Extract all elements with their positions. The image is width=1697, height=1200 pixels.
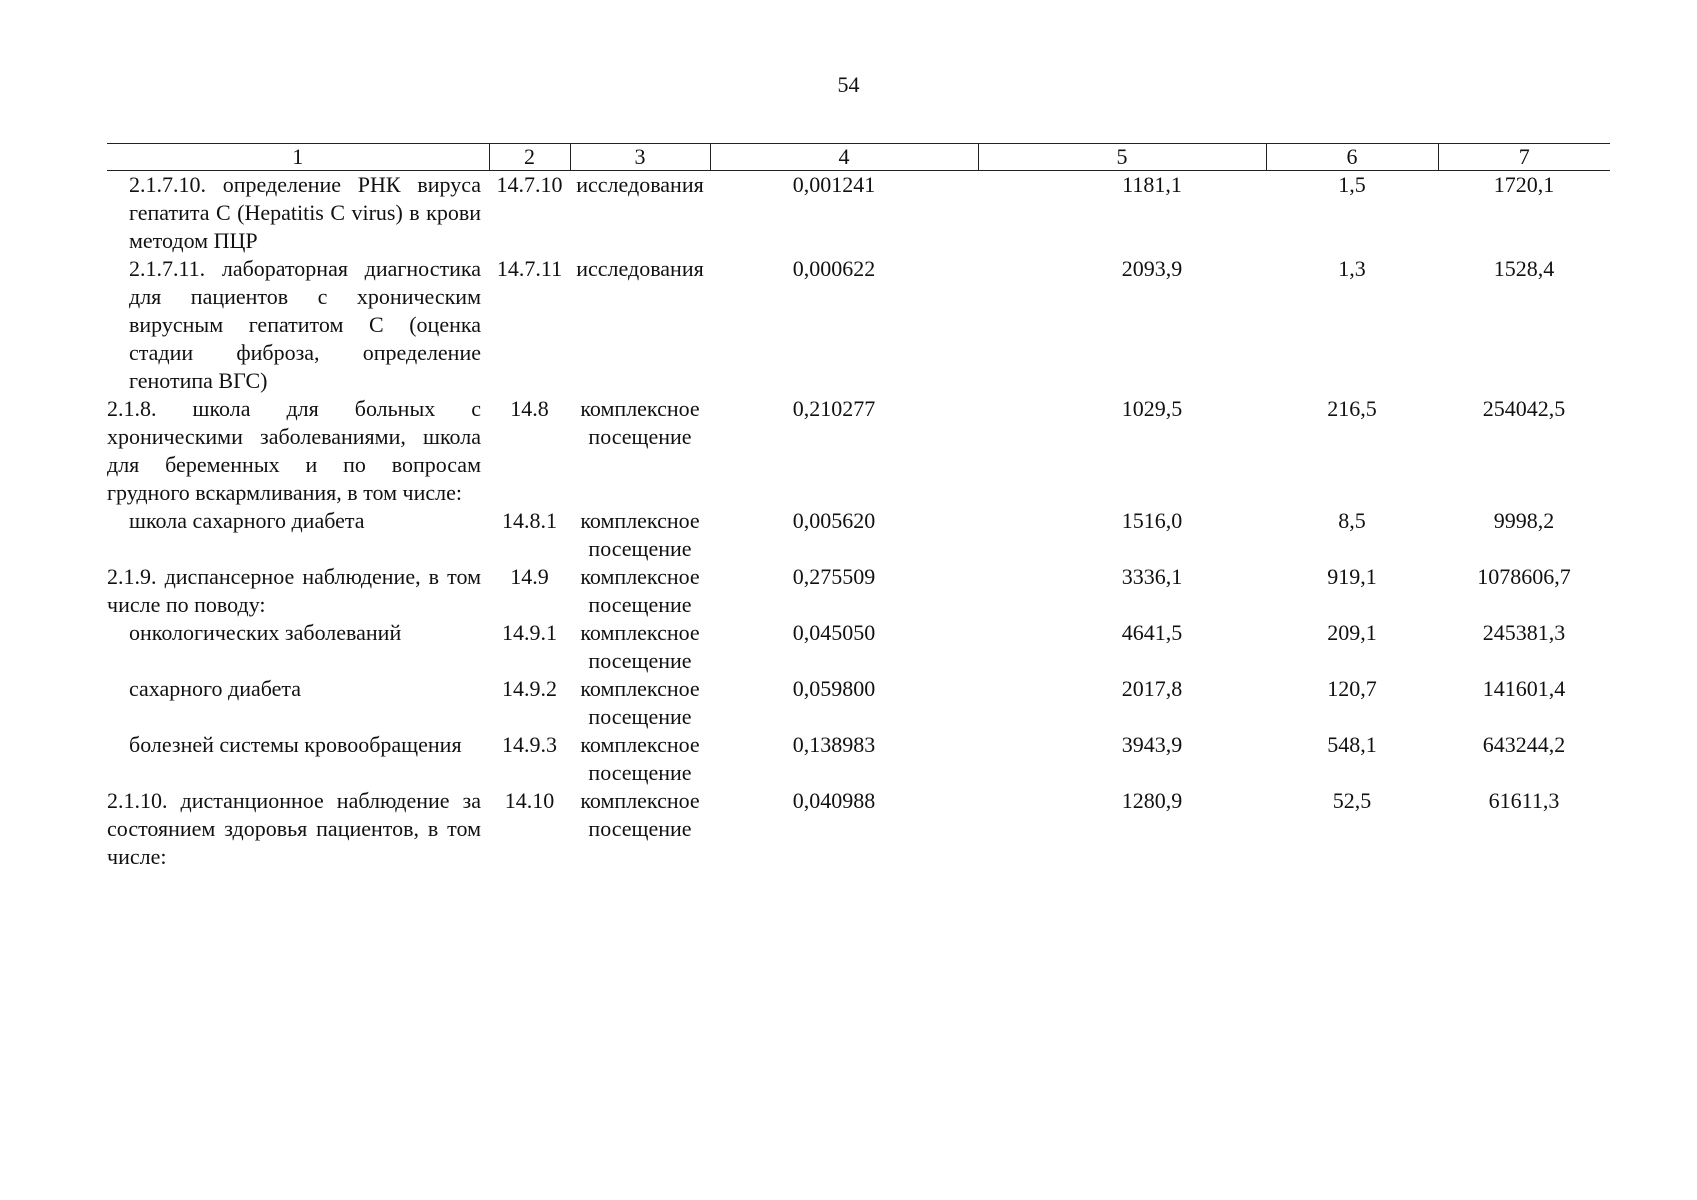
row-name: 2.1.10. дистанционное наблюдение за состоянием здоровья пациентов, в том числе: <box>107 788 481 869</box>
table-row <box>107 675 1610 731</box>
row-unit: комплексное посещение <box>580 564 700 617</box>
row-name: 2.1.7.11. лабораторная диагностика для пациентов с хроническим вирусным гепатитом С (оценка стадии фиброза, определение генотипа ВГС) <box>129 256 481 393</box>
table-row <box>107 507 1610 563</box>
row-value-4: 0,138983 <box>792 732 876 757</box>
row-name: школа сахарного диабета <box>129 508 365 533</box>
row-value-7: 1078606,7 <box>1477 564 1571 589</box>
row-unit: комплексное посещение <box>580 620 700 673</box>
row-name: сахарного диабета <box>129 676 302 701</box>
row-code: 14.9.1 <box>502 620 557 645</box>
row-value-4: 0,059800 <box>792 676 876 701</box>
row-value-5: 3943,9 <box>1121 732 1183 757</box>
row-unit: комплексное посещение <box>580 396 700 449</box>
row-value-5: 4641,5 <box>1121 620 1183 645</box>
row-name: болезней системы кровообращения <box>129 732 462 757</box>
row-code: 14.8 <box>510 396 549 421</box>
row-value-5: 1181,1 <box>1122 172 1182 197</box>
row-code: 14.7.10 <box>496 172 563 197</box>
row-value-7: 9998,2 <box>1493 508 1555 533</box>
table-header <box>107 144 1610 171</box>
row-name: 2.1.8. школа для больных с хроническими заболеваниями, школа для беременных и по вопросам грудного вскармливания, в том числе: <box>107 396 481 505</box>
row-code: 14.7.11 <box>496 256 563 281</box>
row-unit: комплексное посещение <box>580 732 700 785</box>
row-value-5: 3336,1 <box>1121 564 1183 589</box>
column-header: 1 <box>107 144 489 171</box>
row-value-5: 2017,8 <box>1121 676 1183 701</box>
row-name: онкологических заболеваний <box>129 620 402 645</box>
table-row <box>107 171 1610 256</box>
header-row <box>107 144 1610 171</box>
row-value-4: 0,045050 <box>792 620 876 645</box>
row-value-7: 1720,1 <box>1493 172 1555 197</box>
table-row <box>107 731 1610 787</box>
row-value-6: 216,5 <box>1327 396 1377 421</box>
row-value-6: 919,1 <box>1327 564 1377 589</box>
row-name: 2.1.7.10. определение РНК вируса гепатита С (Hepatitis C virus) в крови методом ПЦР <box>129 172 481 253</box>
row-value-5: 1029,5 <box>1121 396 1183 421</box>
row-unit: комплексное посещение <box>580 788 700 841</box>
row-code: 14.9 <box>510 564 549 589</box>
column-header: 7 <box>1438 144 1610 171</box>
row-value-5: 1516,0 <box>1121 508 1183 533</box>
row-value-7: 141601,4 <box>1482 676 1566 701</box>
row-value-7: 245381,3 <box>1482 620 1566 645</box>
row-value-7: 643244,2 <box>1482 732 1566 757</box>
row-unit: исследования <box>576 256 704 281</box>
table-body <box>107 171 1610 872</box>
table-row <box>107 787 1610 871</box>
row-value-4: 0,275509 <box>792 564 876 589</box>
row-value-4: 0,040988 <box>792 788 876 813</box>
column-header: 4 <box>710 144 978 171</box>
row-name: 2.1.9. диспансерное наблюдение, в том числе по поводу: <box>107 564 481 617</box>
row-value-6: 1,3 <box>1338 256 1366 281</box>
table-row <box>107 619 1610 675</box>
row-unit: исследования <box>576 172 704 197</box>
column-header: 3 <box>570 144 710 171</box>
row-code: 14.10 <box>504 788 555 813</box>
page-number: 54 <box>837 72 860 97</box>
row-value-4: 0,000622 <box>792 256 876 281</box>
row-value-4: 0,005620 <box>792 508 876 533</box>
column-header: 2 <box>489 144 570 171</box>
row-value-6: 1,5 <box>1338 172 1366 197</box>
row-value-4: 0,210277 <box>792 396 876 421</box>
row-value-5: 2093,9 <box>1121 256 1183 281</box>
row-value-7: 254042,5 <box>1482 396 1566 421</box>
row-code: 14.9.3 <box>502 732 557 757</box>
row-value-4: 0,001241 <box>792 172 876 197</box>
row-value-6: 120,7 <box>1327 676 1377 701</box>
row-unit: комплексное посещение <box>580 508 700 561</box>
row-code: 14.9.2 <box>502 676 557 701</box>
table-row <box>107 255 1610 395</box>
row-value-6: 52,5 <box>1332 788 1372 813</box>
row-value-6: 8,5 <box>1338 508 1366 533</box>
data-table <box>107 143 1610 871</box>
row-value-7: 1528,4 <box>1493 256 1555 281</box>
row-value-5: 1280,9 <box>1121 788 1183 813</box>
row-unit: комплексное посещение <box>580 676 700 729</box>
table-row <box>107 395 1610 507</box>
row-value-6: 548,1 <box>1327 732 1377 757</box>
table-row <box>107 563 1610 619</box>
column-header: 5 <box>978 144 1266 171</box>
column-header: 6 <box>1266 144 1438 171</box>
row-value-7: 61611,3 <box>1488 788 1560 813</box>
row-code: 14.8.1 <box>502 508 557 533</box>
row-value-6: 209,1 <box>1327 620 1377 645</box>
